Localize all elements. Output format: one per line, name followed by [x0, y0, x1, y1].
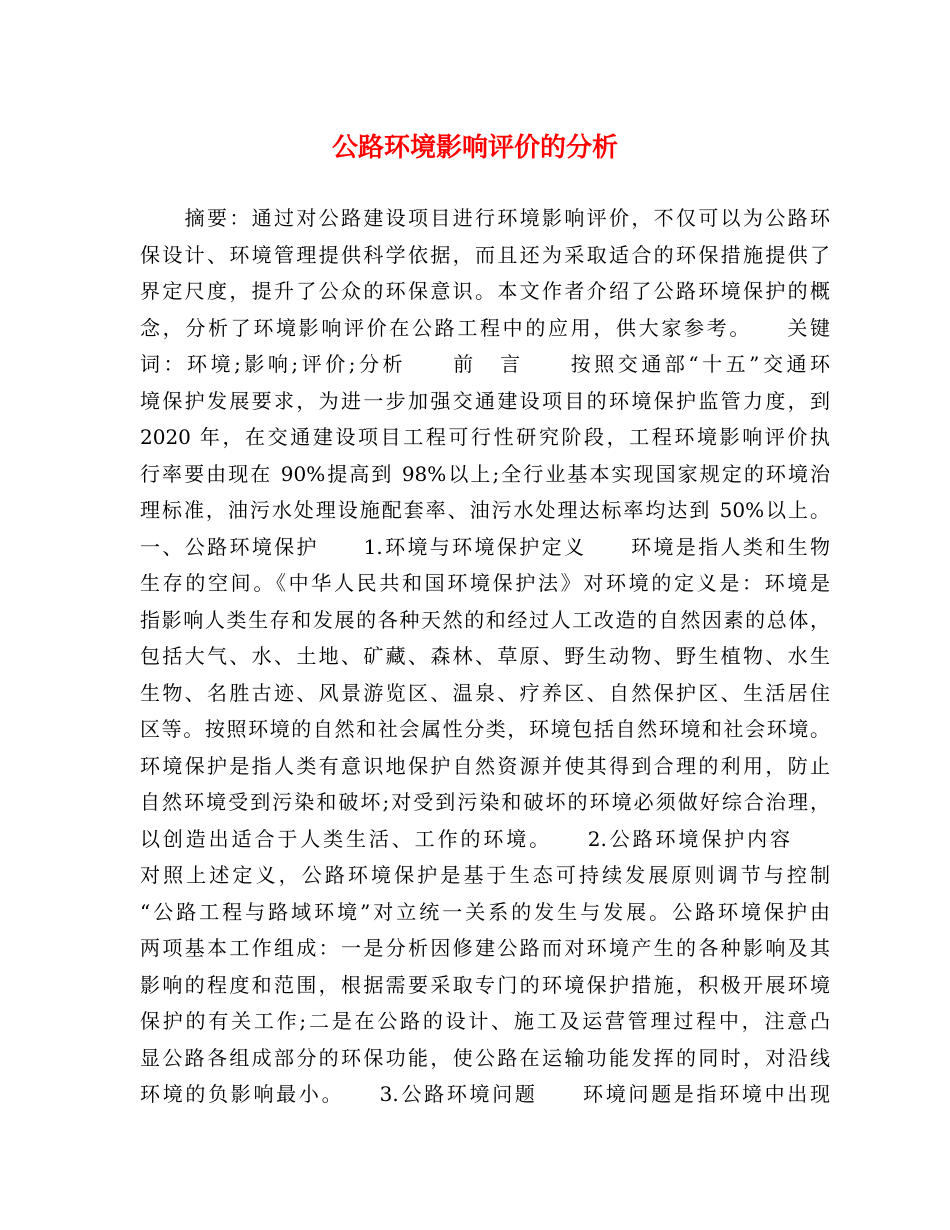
body-line-1: 摘要：通过对公路建设项目进行环境影响评价，不仅可以为公路环	[140, 206, 830, 230]
body-line-6: 境保护发展要求，为进一步加强交通建设项目的环境保护监管力度，到	[140, 388, 830, 413]
body-line-11: 生存的空间。《中华人民共和国环境保护法》对环境的定义是：环境是	[140, 571, 830, 595]
body-line-9: 理标准，油污水处理设施配套率、油污水处理达标率均达到 50%以上。	[140, 498, 830, 522]
body-line-15: 区等。按照环境的自然和社会属性分类，环境包括自然环境和社会环境。	[140, 717, 830, 741]
document-title: 公路环境影响评价的分析	[331, 133, 618, 163]
body-line-8: 行率要由现在 90%提高到 98%以上;全行业基本实现国家规定的环境治	[140, 461, 830, 486]
body-line-3: 界定尺度，提升了公众的环保意识。本文作者介绍了公路环境保护的概	[140, 279, 830, 303]
body-line-16: 环境保护是指人类有意识地保护自然资源并使其得到合理的利用，防止	[140, 753, 830, 778]
body-line-19: 对照上述定义，公路环境保护是基于生态可持续发展原则调节与控制	[140, 863, 830, 887]
body-line-10: 一、公路环境保护 1.环境与环境保护定义 环境是指人类和生物	[140, 534, 830, 559]
body-line-17: 自然环境受到污染和破坏;对受到污染和破坏的环境必须做好综合治理，	[140, 790, 830, 814]
body-line-24: 显公路各组成部分的环保功能，使公路在运输功能发挥的同时，对沿线	[140, 1045, 830, 1070]
body-line-25: 环境的负影响最小。 3.公路环境问题 环境问题是指环境中出现	[140, 1082, 830, 1106]
body-line-14: 生物、名胜古迹、风景游览区、温泉、疗养区、自然保护区、生活居住	[140, 680, 830, 705]
body-line-18: 以创造出适合于人类生活、工作的环境。 2.公路环境保护内容	[140, 826, 830, 851]
document-body	[140, 200, 830, 1113]
body-line-12: 指影响人类生存和发展的各种天然的和经过人工改造的自然因素的总体，	[140, 607, 830, 632]
body-line-4: 念，分析了环境影响评价在公路工程中的应用，供大家参考。 关键	[140, 315, 830, 340]
body-line-23: 保护的有关工作;二是在公路的设计、施工及运营管理过程中，注意凸	[140, 1009, 830, 1033]
body-line-22: 影响的程度和范围，根据需要采取专门的环境保护措施，积极开展环境	[140, 972, 830, 997]
body-line-20: “公路工程与路域环境”对立统一关系的发生与发展。公路环境保护由	[140, 899, 830, 924]
body-line-21: 两项基本工作组成：一是分析因修建公路而对环境产生的各种影响及其	[140, 936, 830, 960]
body-line-13: 包括大气、水、土地、矿藏、森林、草原、野生动物、野生植物、水生	[140, 644, 830, 668]
body-line-7: 2020 年，在交通建设项目工程可行性研究阶段，工程环境影响评价执	[140, 425, 830, 449]
body-line-5: 词：环境;影响;评价;分析 前 言 按照交通部“十五”交通环	[140, 352, 830, 376]
body-line-2: 保设计、环境管理提供科学依据，而且还为采取适合的环保措施提供了	[140, 242, 830, 267]
